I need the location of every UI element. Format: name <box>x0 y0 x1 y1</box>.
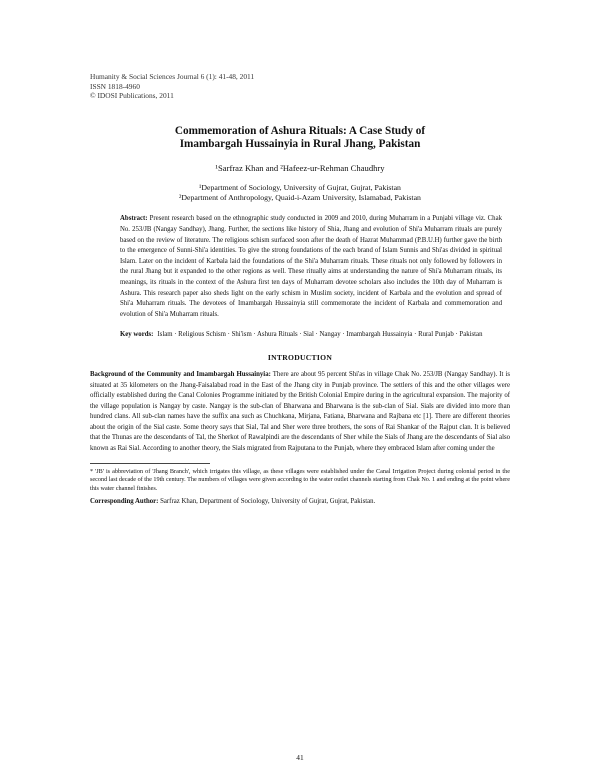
introduction-heading: INTRODUCTION <box>267 352 333 362</box>
affiliation-2: ²Department of Anthropology, Quaid-i-Azam University, Islamabad, Pakistan <box>179 192 421 202</box>
abstract-label: Abstract: <box>120 215 148 223</box>
keywords-label: Key words: <box>120 331 154 339</box>
introduction-text: There are about 95 percent Shi'as in village Chak No. 253/JB (Nangay Sandhay). It is situated at 35 kilometers on the Jhang-Faisalabad road in the East of the Jhang city in Punjab province. The settlers of this and the other villages were officially established during the Canal Colonies Programme initiated by the British Colonial Empire during in the agricultural expansion. The majority of the village population is Nangay by caste. Nangay is the sub-clan of Bharwana and Bharwana is the sub-clan of Sial. Sials are divided into more than hundred clans. All sub-clan names have the suffix ana such as Chuchkana, Mirjana, Fatiana, Bharwana and Rajbana etc [1]. There are different theories about the origin of the Sial caste. Some theory says that Sial, Tal and Sher were three brothers, the sons of Rai Shankar of the Rajput clan. It is believed that the Thunas are the descendants of Tal, the Sherkot of Rawalpindi are the descendants of Sher while the Sials of Jhang are the descendants of Sial also known as Rai Sial. According to another theory, the Sials migrated from Rajputana to the Punjab, where they embraced Islam after coming under the <box>90 370 510 453</box>
journal-info <box>90 72 510 101</box>
page-number: 41 <box>296 753 304 762</box>
corresponding-author-label: Corresponding Author: <box>90 498 159 506</box>
author-affiliations <box>90 183 510 203</box>
footnote: * 'JB' is abbreviation of 'Jhang Branch', which irrigates this village, as these villages were established under the Canal Irrigation Project during colonial period in the second last decade of the 19th century. The numbers of villages were given according to the water outlet channels starting from Chak No. 1 and ending at the point where this water channel finishes. <box>90 467 510 492</box>
corresponding-author <box>90 497 510 506</box>
journal-issn: ISSN 1818-4960 <box>90 81 140 91</box>
introduction-paragraph <box>90 370 510 455</box>
paper-title-line-1: Commemoration of Ashura Rituals: A Case Study of <box>174 124 426 137</box>
footnote-divider <box>90 463 210 464</box>
abstract <box>90 214 510 320</box>
keywords <box>90 330 510 341</box>
introduction-lead: Background of the Community and Imambargah Hussainyia: <box>90 370 271 378</box>
keywords-text: Islam · Religious Schism · Shi'ism · Ashura Rituals · Sial · Nangay · Imambargah Hussainyia · Rural Punjab · Pakistan <box>157 331 483 339</box>
paper-authors: ¹Sarfraz Khan and ²Hafeez-ur-Rehman Chaudhry <box>215 162 385 173</box>
journal-copyright: © IDOSI Publications, 2011 <box>90 91 174 101</box>
affiliation-1: ¹Department of Sociology, University of Gujrat, Gujrat, Pakistan <box>199 182 401 192</box>
journal-citation: Humanity & Social Sciences Journal 6 (1): 41-48, 2011 <box>90 72 255 81</box>
paper-title-line-2: Imambargah Hussainyia in Rural Jhang, Pakistan <box>179 137 421 150</box>
paper-title <box>90 125 510 151</box>
corresponding-author-text: Sarfraz Khan, Department of Sociology, University of Gujrat, Gujrat, Pakistan. <box>160 498 376 506</box>
abstract-text: Present research based on the ethnographic study conducted in 2009 and 2010, during Muharram in a Punjabi village viz. Chak No. 253/JB (Nangay Sandhay), Jhang. Further, the sections like history of Shia, Jhang and evolution of Shi'a Muharram rituals are purely based on the review of literature. The religious schism surfaced soon after the death of Hazrat Muhammad (P.B.U.H) further gave the birth to the emergence of Sunni-Shi'a identities. To give the strong foundations of the each brand of Islam Sunnis and Shi'as divided in spiritual Islam. Later on the incident of Karbala laid the foundations of the Shi'a Muharram rituals. These rituals not only followed by followers in the rural Jhang but it expanded to the other regions as well. These ritually aims at understanding the nature of Shi'a Muharram rituals, its meanings, its rituals in the context of the Ashura first ten days of Muharram devotee scholars also includes the 10th day of Muharram is Ashura. This research paper also sheds light on the early schism in Muslim society, incident of Karbala and the evolution and spread of Shi'a Muharram rituals. The devotees of Imambargah Hussainyia still commemorate the incident of Karbala and commemoration and evolution of Shi'a Muharram rituals. <box>120 215 502 318</box>
